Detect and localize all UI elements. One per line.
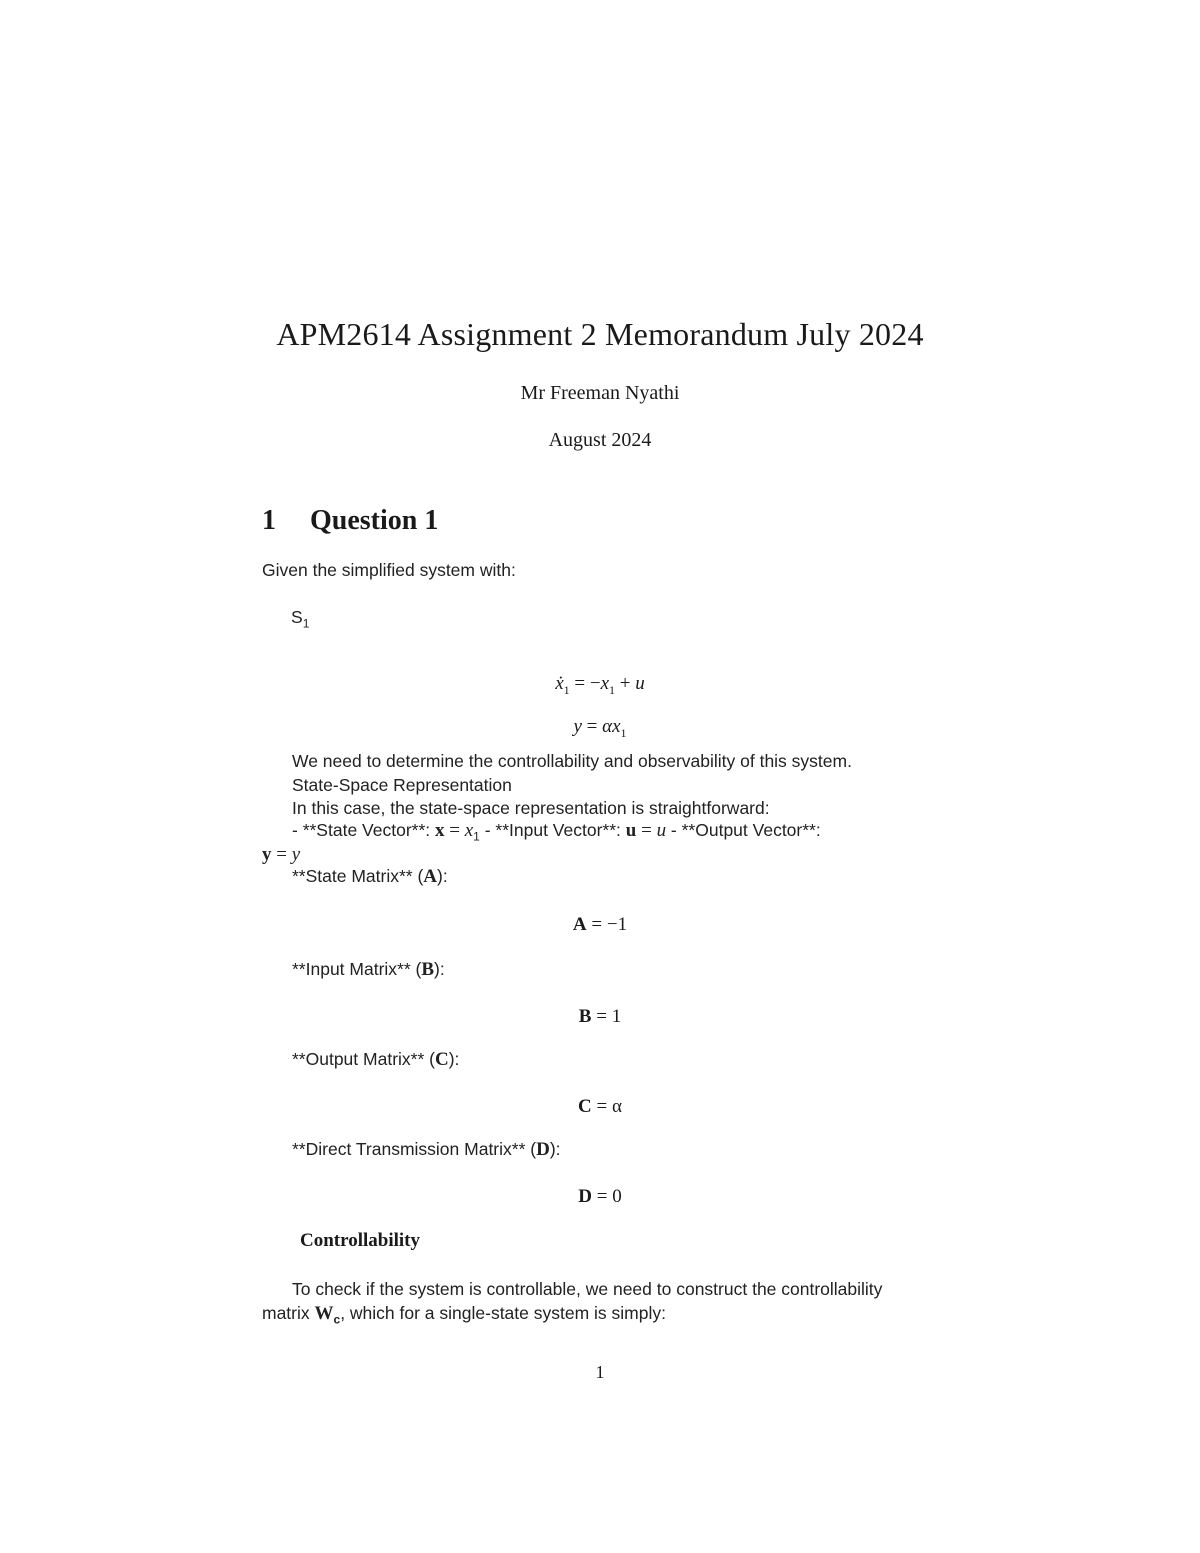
document-date: August 2024: [548, 429, 652, 451]
equation-b: B = 1: [578, 1006, 622, 1027]
section-number: 1: [262, 505, 276, 536]
paragraph-ssr: State-Space Representation: [292, 775, 512, 795]
state-matrix-label: **State Matrix** (A):: [292, 866, 448, 887]
equation-d: D = 0: [578, 1186, 622, 1207]
controllability-paragraph-line2: matrix $W_c$, which for a single-state system is simply:: [262, 1303, 666, 1327]
document-title: APM2614 Assignment 2 Memorandum July 2024: [276, 316, 924, 352]
document-author: Mr Freeman Nyathi: [520, 382, 680, 404]
equation-state: ẋ$_1$ = $-x_1 + u$: [555, 673, 645, 697]
vectors-line-continued: y = y: [262, 844, 301, 865]
direct-matrix-label: **Direct Transmission Matrix** (D):: [292, 1139, 561, 1160]
controllability-paragraph-line1: To check if the system is controllable, we need to construct the controllability: [292, 1279, 883, 1299]
vectors-line: - **State Vector**: $x = x_1$ - **Input Vector**: u = u - **Output Vector**:: [292, 820, 821, 844]
section-title: Question 1: [310, 505, 439, 536]
paragraph-incase: In this case, the state-space representation is straightforward:: [292, 798, 770, 818]
paragraph-need: We need to determine the controllability and observability of this system.: [292, 751, 852, 771]
input-matrix-label: **Input Matrix** (B):: [292, 959, 445, 980]
equation-output: $y = \alpha x_1$: [573, 716, 627, 740]
system-label: $S_1$: [291, 607, 310, 631]
subsection-heading: Controllability: [300, 1230, 420, 1251]
section-heading: [262, 505, 438, 537]
output-matrix-label: **Output Matrix** (C):: [292, 1049, 460, 1070]
intro-paragraph: Given the simplified system with:: [262, 560, 516, 580]
equation-c: C = α: [578, 1096, 622, 1117]
equation-a: A = −1: [572, 914, 628, 935]
page-number: 1: [595, 1362, 605, 1382]
